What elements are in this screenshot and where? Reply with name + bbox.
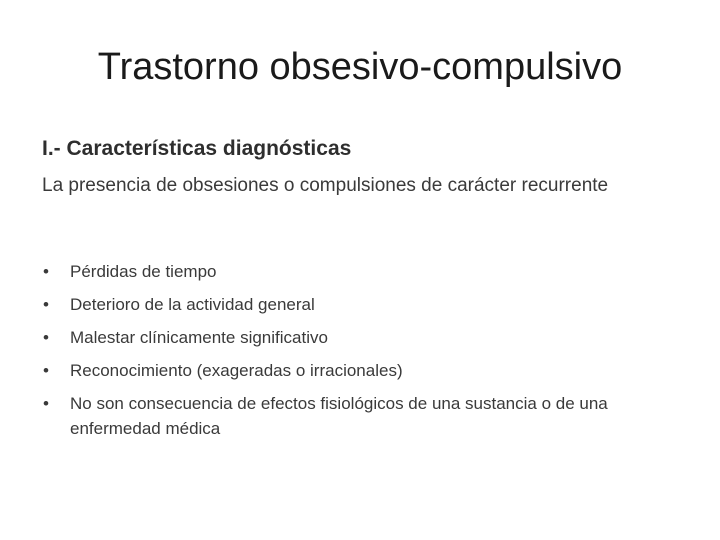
bullet-item [42, 358, 672, 383]
bullet-icon: • [43, 394, 49, 413]
intro-text: La presencia de obsesiones o compulsiones de carácter recurrente [42, 175, 609, 196]
bullet-icon: • [43, 361, 49, 380]
bullet-item [42, 391, 672, 441]
bullet-text: No son consecuencia de efectos fisiológicos de una sustancia o de una enfermedad médica [70, 394, 608, 438]
bullet-list [42, 259, 672, 449]
bullet-text: Deterioro de la actividad general [70, 295, 315, 314]
bullet-icon: • [43, 328, 49, 347]
bullet-item [42, 292, 672, 317]
slide-title: Trastorno obsesivo-compulsivo [97, 46, 623, 88]
bullet-item [42, 325, 672, 350]
bullet-text: Malestar clínicamente significativo [70, 328, 328, 347]
bullet-icon: • [43, 295, 49, 314]
bullet-text: Pérdidas de tiempo [70, 262, 217, 281]
bullet-icon: • [43, 262, 49, 281]
bullet-item [42, 259, 672, 284]
section-heading: I.- Características diagnósticas [42, 137, 352, 160]
bullet-text: Reconocimiento (exageradas o irracionales) [70, 361, 403, 380]
